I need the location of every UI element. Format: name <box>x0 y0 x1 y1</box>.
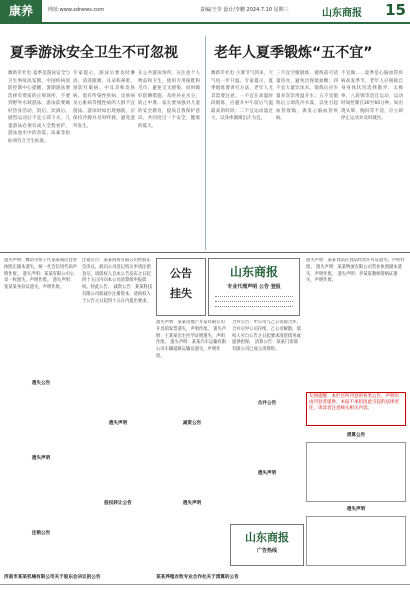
ad-brand-sub-2: 广告热线 <box>256 548 277 554</box>
notice-label: 遗失声明 <box>346 507 366 512</box>
column-divider <box>205 36 206 250</box>
alert-notice: 友情提醒：本栏目所刊登的各类公告、声明均由刊登者提供，本报不承担因此引起的法律责任，请读者注意核实相关内容。 <box>306 392 406 426</box>
notice-column: 遗失声明：某某食品店食品经营许可证遗失，声明作废。 遗失声明：某某物流有限公司营业执照副本遗失，声明作废。 遗失声明：李某某教师资格证遗失，声明作废。 <box>306 258 405 284</box>
notice-label: 遗失声明 <box>182 501 202 506</box>
notice-label: 清算公告 <box>346 433 366 438</box>
notice-label: 股权转让公告 <box>104 501 132 506</box>
ad-text-top: 公告 <box>170 267 192 280</box>
bottom-notice-title-2: 某某养殖农牧专业合作社关于清算的公告 <box>156 575 239 580</box>
ad-notice-box <box>156 258 206 316</box>
notice-label: 遗失声明 <box>257 471 277 476</box>
notice-box <box>306 516 406 566</box>
issue-meta: 责编/王莹 设计/李鹏 2024.7.10 星期三 <box>200 7 289 13</box>
article-column: 三不宜空腹锻炼，锻炼前可适量进食，避免出现低血糖；四不宜大量饮冰水，锻炼后应少量多次饮用温开水；五不宜锻炼后立即洗冷水澡，以免引起血管收缩，诱发心脑血管疾病。 <box>276 71 338 121</box>
ad-brand-title: 山东商报 <box>229 265 278 279</box>
notice-column: 遗失声明：潍坊市坊子区某某商店营业执照正副本遗失，统一社会信用代码声明作废。 遗失声明：某某有限公司公章一枚遗失，声明作废。 遗失声明：张某某身份证遗失，声明作废。 <box>4 258 78 291</box>
notice-label: 减资公告 <box>182 421 202 426</box>
article-column: 潍新苹社电 小暑节气到来，天气进一步升温。专家提示，夏季锻炼要讲究方法，老年人尤其需要注意。一不宜在高温时段锻炼，应避开中午前后气温最高的时段；二不宜运动量过大，以身体微微出汗为宜。 <box>211 71 273 121</box>
headline-swim-safety: 夏季游泳安全卫生不可忽视 <box>10 45 178 61</box>
page-number: 15 <box>385 1 406 19</box>
paper-brand: 山东商报 <box>322 8 362 19</box>
ad-brand-box-2 <box>230 524 304 566</box>
headline-elderly-exercise: 老年人夏季锻炼“五不宜” <box>214 45 373 61</box>
article-column: 在公共游泳场所，应注意个人物品和卫生，使用专用拖鞋和毛巾，避免交叉感染。同时做好防晒措施，及时补充水分，防止中暑。家长要加强对儿童的安全教育，提高自我保护意识，共同度过一个安全、健康的夏天。 <box>138 71 200 129</box>
article-column: 不宜做……夏季是心脑血管疾病高发季节，老年人应根据自身身体状况选择散步、太极拳、八段锦等适宜运动，运动时间控制在30至60分钟。如出现头晕、胸闷等不适，应立即停止运动并及时就医。 <box>341 71 403 121</box>
notice-column: 合并公告：甲公司与乙公司拟合并，合并后甲公司存续，乙公司解散，债权人可自公告之日起要求清偿债务或提供担保。 清算公告：某某门诊部有限公司已成立清算组。 <box>232 320 301 353</box>
ad-brand-phones <box>215 293 293 311</box>
article-column: 潍新苹社电 夏季是游泳安全与卫生事故高发期。中国疾病预防控制中心提醒，暑期游泳要选择有资质的正规场所，不要到野外水域游泳。游泳前要做好热身活动，饭后、饮酒后、剧烈运动后不宜立即下水。儿童游泳必须有成人全程看护。游泳池水中的余氯、尿素等指标须符合卫生标准。 <box>8 71 70 144</box>
bottom-notice-title: 济南市某某机械有限公司关于股东会决议的公告 <box>4 575 101 580</box>
footer-rule <box>0 584 410 585</box>
notice-column: 注销公告：某某商贸有限公司经股东会决议，拟向公司登记机关申请注销登记，请债权人自本公告发布之日起四十五日内向本公司清算组申报债权。特此公告。 减资公告：某某科技有限公司拟减少注册资本，请债权人于公告之日起四十五日内提出要求。 <box>82 258 153 304</box>
section-separator <box>0 252 410 253</box>
ad-text-bottom: 挂失 <box>170 287 192 300</box>
notice-box <box>306 442 406 502</box>
notice-label: 遗失公告 <box>31 381 51 386</box>
ad-brand-box <box>208 258 300 316</box>
page-header <box>0 0 410 24</box>
notice-label: 合并公告 <box>257 401 277 406</box>
ad-brand-title-2: 山东商报 <box>245 531 289 544</box>
notice-label: 遗失声明 <box>31 456 51 461</box>
notice-label: 注销公告 <box>31 531 51 536</box>
ad-brand-sub: 专业代理声明 公告 登报 <box>227 284 281 290</box>
article-column: 专家提示，游泳后要及时淋浴，清洗眼睛、耳朵和鼻腔，预防红眼病、中耳炎和皮肤病。患有传染性疾病、皮肤病及心脏病等慢性病的人群不宜游泳。游泳时如出现抽筋，应保持冷静并及时呼救，避免意外发生。 <box>73 71 135 129</box>
website-url: 网址:www.sdnews.com <box>48 7 105 13</box>
notice-label: 遗失声明 <box>108 421 128 426</box>
section-name: 康养 <box>0 0 42 22</box>
notice-column: 遗失声明：某某房地产开发有限公司开具的发票遗失，声明作废。 遗失声明：王某某出生医学证明遗失，声明作废。 遗失声明：某某汽车运输有限公司车辆道路运输证遗失，声明作废。 <box>156 320 227 359</box>
